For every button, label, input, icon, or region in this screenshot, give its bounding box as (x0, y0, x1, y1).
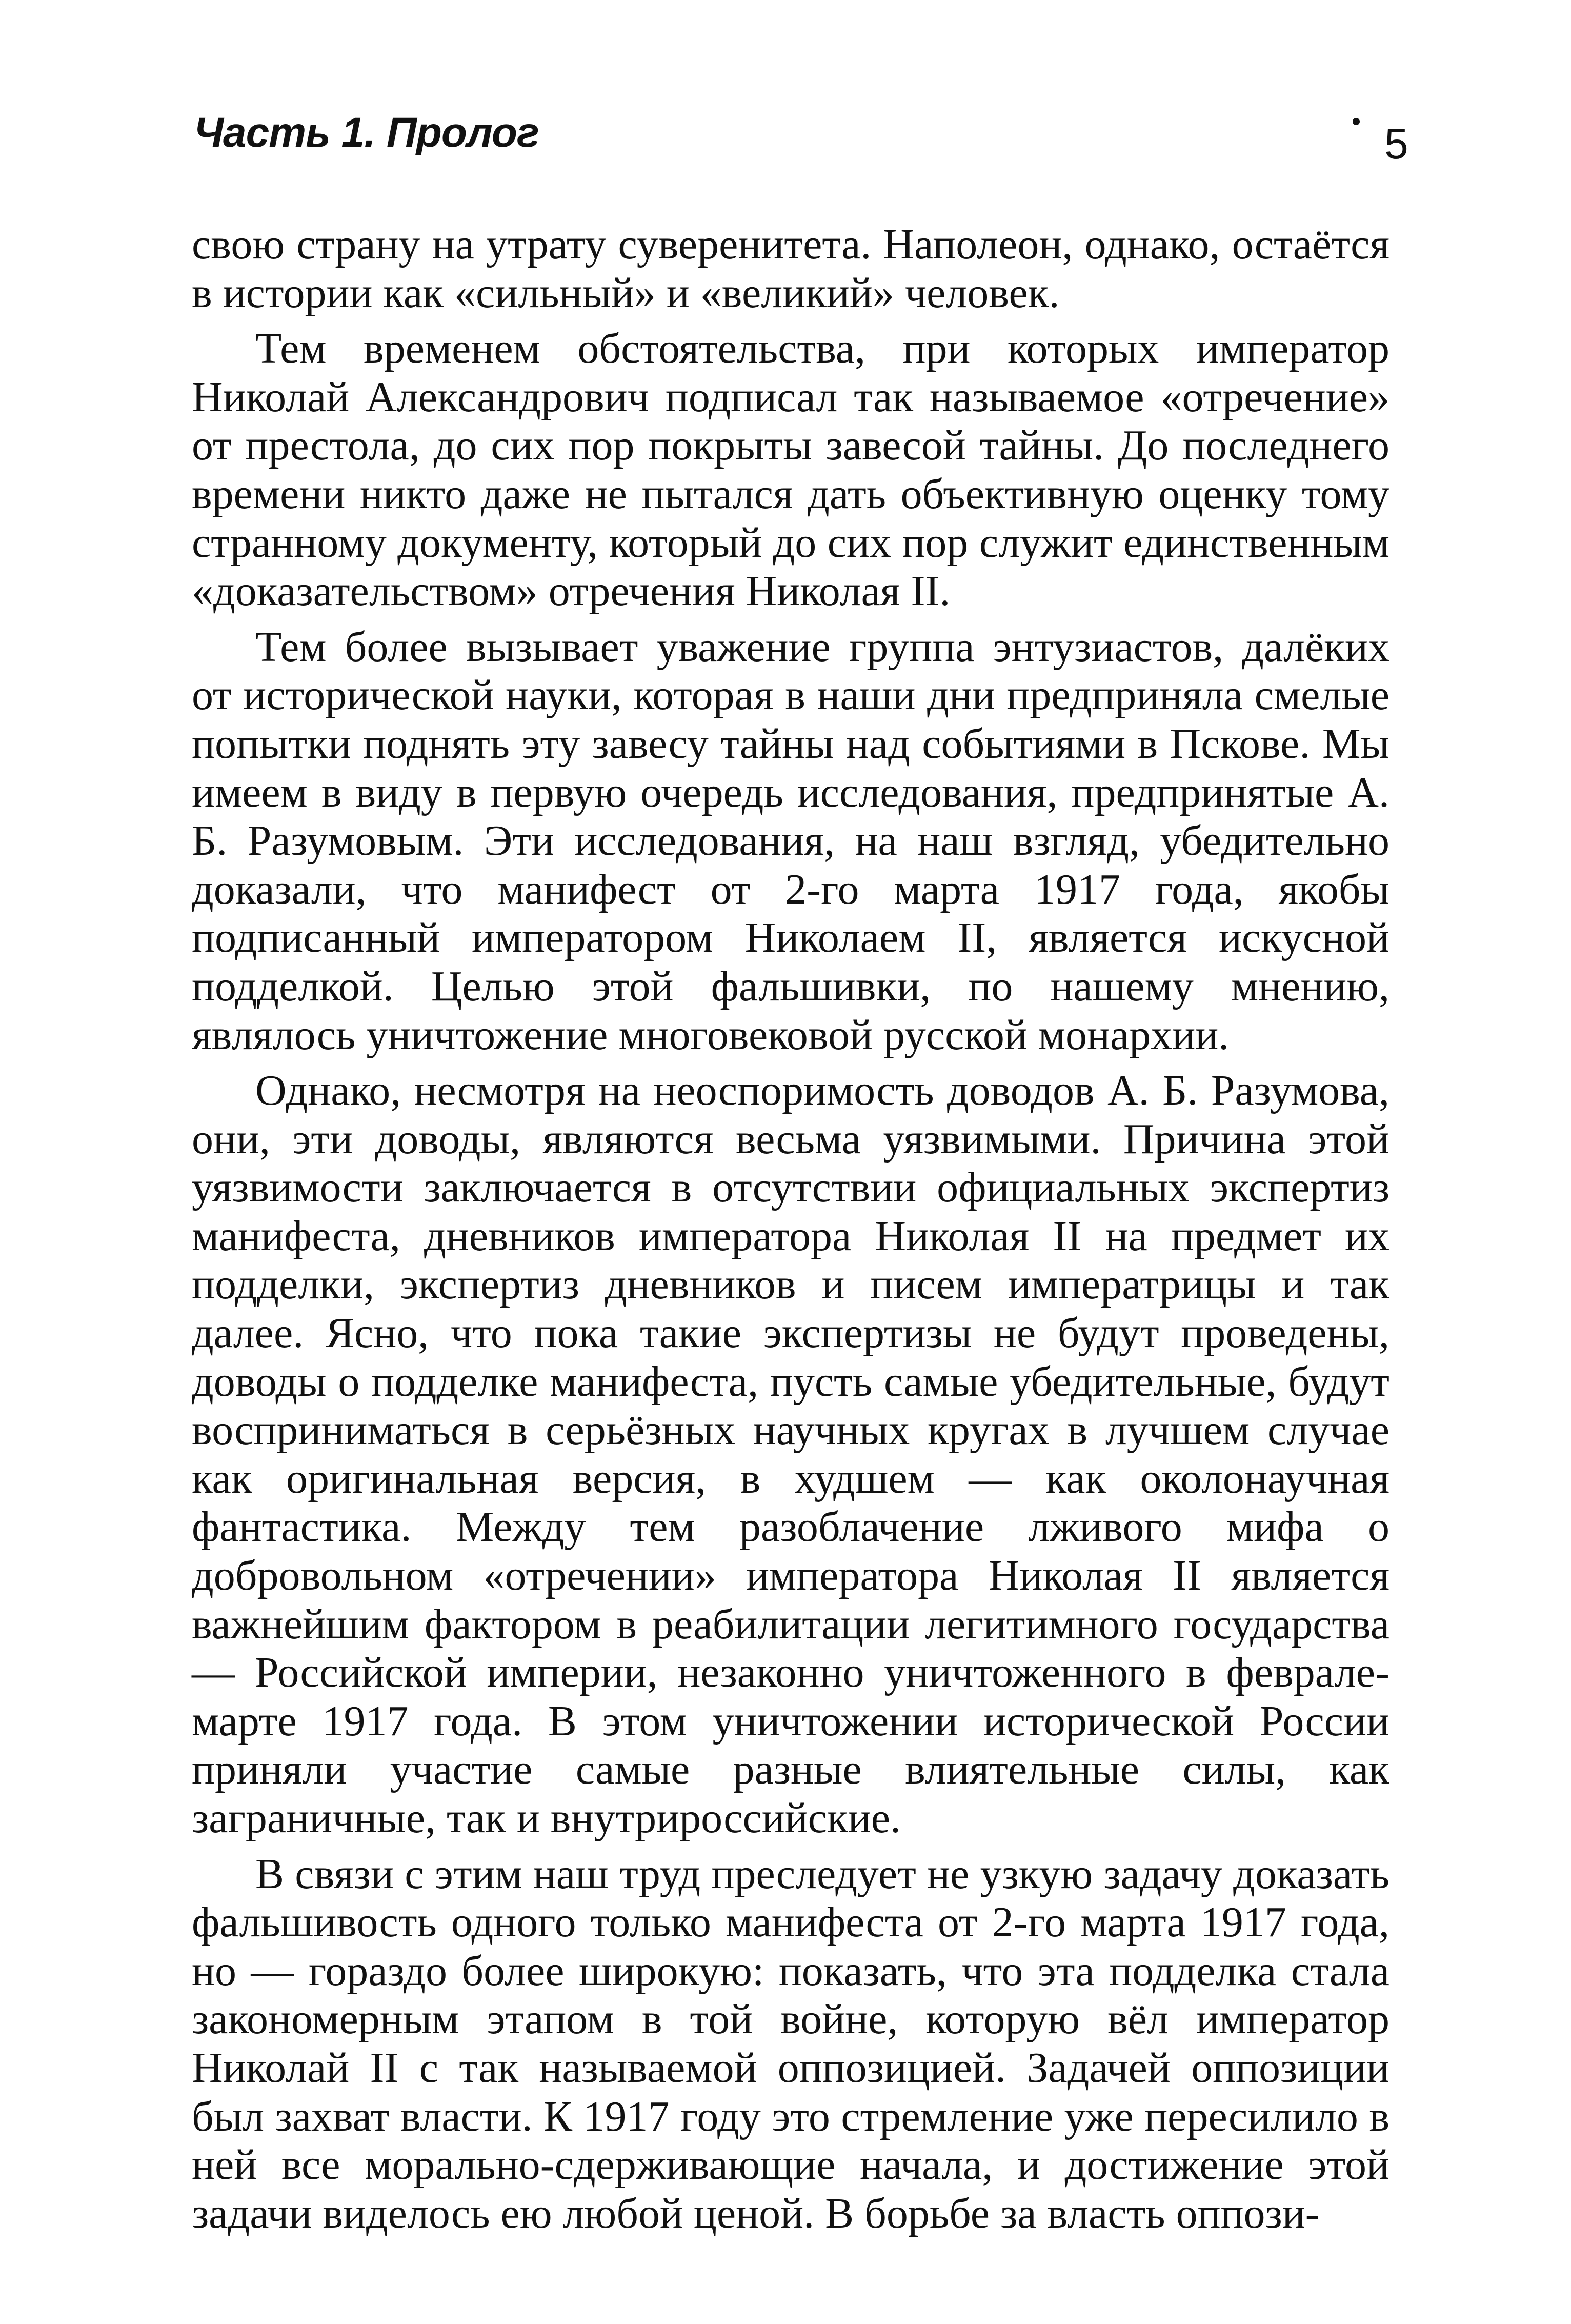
paragraph: Тем временем обстоятельства, при которых император Николай Александрович подписал так называемое «отречение» от престола, до сих пор покрыты завесой тайны. До последнего времени никто даже не пытался дать объективную оценку тому странному документу, который до сих пор служит единственным «доказательством» отречения Николая II. (192, 325, 1389, 615)
running-head: Часть 1. Пролог (194, 109, 539, 156)
paragraph: Тем более вызывает уважение группа энтузиастов, далёких от исторической науки, которая в наши дни предприняла смелые попытки поднять эту завесу тайны над событиями в Пскове. Мы имеем в виду в первую очередь исследования, предпринятые А. Б. Разумовым. Эти исследования, на наш взгляд, убедительно доказали, что манифест от 2-го марта 1917 года, якобы подписанный императором Николаем II, является искусной подделкой. Целью этой фальшивки, по нашему мнению, являлось уничтожение многовековой русской монархии. (192, 623, 1389, 1059)
page-number: 5 (1384, 119, 1408, 168)
page-mark (1353, 118, 1360, 125)
paragraph: В связи с этим наш труд преследует не узкую задачу доказать фальшивость одного только манифеста от 2-го марта 1917 года, но — гораздо более широкую: показать, что эта подделка стала закономерным этапом в той войне, которую вёл император Николай II с так называемой оппозицией. Задачей оппозиции был захват власти. К 1917 году это стремление уже пересилило в ней все морально-сдерживающие начала, и достижение этой задачи виделось ею любой ценой. В борьбе за власть оппози- (192, 1850, 1389, 2237)
paragraph: Однако, несмотря на неоспоримость доводов А. Б. Разумова, они, эти доводы, являются весьма уязвимыми. Причина этой уязвимости заключается в отсутствии официальных экспертиз манифеста, дневников императора Николая II на предмет их подделки, экспертиз дневников и писем императрицы и так далее. Ясно, что пока такие экспертизы не будут проведены, доводы о подделке манифеста, пусть самые убедительные, будут восприниматься в серьёзных научных кругах в лучшем случае как оригинальная версия, в худшем — как околонаучная фантастика. Между тем разоблачение лживого мифа о добровольном «отречении» императора Николая II является важнейшим фактором в реабилитации легитимного государства — Российской империи, незаконно уничтоженного в феврале-марте 1917 года. В этом уничтожении исторической России приняли участие самые разные влиятельные силы, как заграничные, так и внутрироссийские. (192, 1067, 1389, 1842)
paragraph: свою страну на утрату суверенитета. Наполеон, однако, остаётся в истории как «сильный» и «великий» человек. (192, 221, 1389, 317)
body-text (192, 221, 1389, 2238)
